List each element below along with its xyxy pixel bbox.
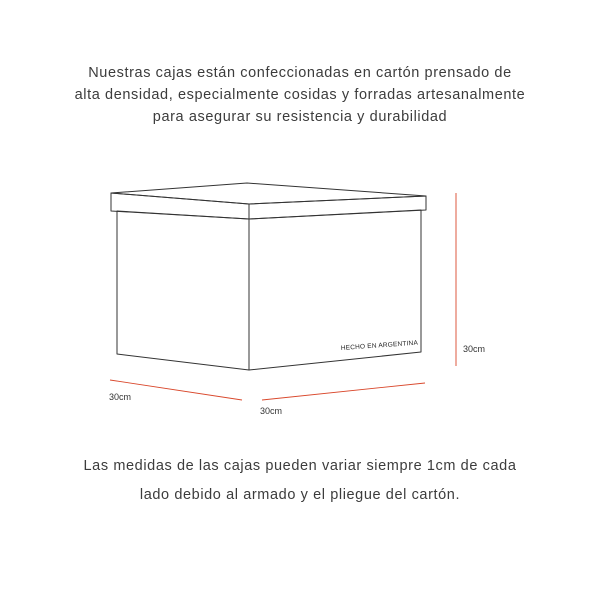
- width-label: 30cm: [260, 406, 283, 416]
- height-label: 30cm: [463, 344, 486, 354]
- footer-line-2: lado debido al armado y el pliegue del cartón.: [139, 487, 461, 503]
- box-lid-right-face: [249, 196, 426, 219]
- footer-line-1: Las medidas de las cajas pueden variar siempre 1cm de cada: [83, 458, 517, 474]
- intro-line-3: para asegurar su resistencia y durabilidad: [152, 109, 448, 125]
- box-lid-top: [111, 183, 426, 204]
- intro-line-2: alta densidad, especialmente cosidas y forradas artesanalmente: [74, 87, 526, 103]
- box-stamp: HECHO EN ARGENTINA: [340, 339, 419, 352]
- dimension-lines: [110, 193, 456, 400]
- intro-line-1: Nuestras cajas están confeccionadas en cartón prensado de: [88, 65, 512, 81]
- depth-label: 30cm: [109, 392, 132, 402]
- box-body-left-face: [117, 211, 249, 370]
- width-dimension-line: [262, 383, 425, 400]
